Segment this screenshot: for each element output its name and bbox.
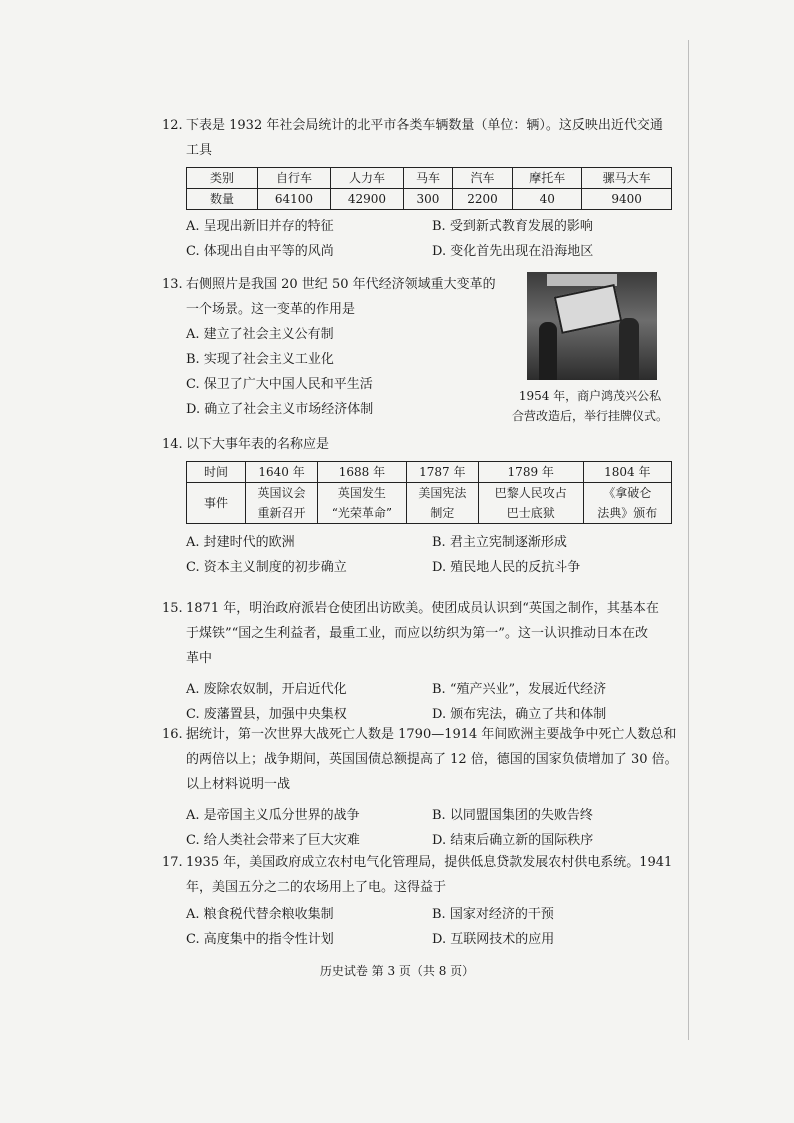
option-b[interactable]: B. 受到新式教育发展的影响 [432, 219, 593, 234]
question-12 [162, 113, 682, 264]
option-d[interactable]: D. 变化首先出现在沿海地区 [432, 244, 594, 259]
table-cell: 英国发生 “光荣革命” [318, 483, 407, 524]
option-d[interactable]: D. 殖民地人民的反抗斗争 [432, 560, 581, 575]
table-cell: 摩托车 [513, 168, 582, 189]
table-row [187, 168, 672, 189]
timeline-table [186, 461, 672, 524]
question-number: 13. [162, 277, 183, 292]
question-stem: 右侧照片是我国 20 世纪 50 年代经济领域重大变革的 [186, 277, 496, 292]
question-number: 12. [162, 118, 183, 133]
option-b[interactable]: B. “殖产兴业”，发展近代经济 [432, 682, 607, 697]
table-cell: 300 [403, 189, 452, 210]
option-c[interactable]: C. 资本主义制度的初步确立 [186, 560, 347, 575]
table-row [187, 189, 672, 210]
option-c[interactable]: C. 体现出自由平等的风尚 [186, 244, 334, 259]
option-d[interactable]: D. 确立了社会主义市场经济体制 [186, 402, 374, 417]
table-cell: 时间 [187, 462, 246, 483]
question-16 [162, 722, 682, 853]
option-a[interactable]: A. 废除农奴制，开启近代化 [186, 682, 347, 697]
page-footer: 历史试卷 第 3 页（共 8 页） [319, 964, 475, 978]
question-stem: 据统计，第一次世界大战死亡人数是 1790—1914 年间欧洲主要战争中死亡人数总和 [186, 727, 677, 742]
option-a[interactable]: A. 封建时代的欧洲 [186, 535, 295, 550]
table-cell: 人力车 [330, 168, 403, 189]
question-stem: 以下大事年表的名称应是 [186, 437, 330, 452]
table-cell: 美国宪法 制定 [406, 483, 478, 524]
table-cell: 骡马大车 [582, 168, 672, 189]
option-a[interactable]: A. 建立了社会主义公有制 [186, 327, 334, 342]
historical-photo [527, 272, 657, 380]
question-stem: 于煤铁”“国之生利益者，最重工业，而应以纺织为第一”。这一认识推动日本在改 [186, 626, 648, 641]
table-cell: 1640 年 [246, 462, 318, 483]
table-row [187, 483, 672, 524]
option-c[interactable]: C. 保卫了广大中国人民和平生活 [186, 377, 373, 392]
table-cell: 《拿破仑 法典》颁布 [583, 483, 671, 524]
option-a[interactable]: A. 是帝国主义瓜分世界的战争 [186, 808, 360, 823]
question-stem: 1871 年，明治政府派岩仓使团出访欧美。使团成员认识到“英国之制作，其基本在 [186, 601, 659, 616]
table-cell: 自行车 [258, 168, 331, 189]
question-14 [162, 432, 682, 580]
table-cell: 2200 [453, 189, 513, 210]
question-stem: 下表是 1932 年社会局统计的北平市各类车辆数量（单位：辆）。这反映出近代交通 [186, 118, 663, 133]
question-number: 16. [162, 727, 183, 742]
table-cell: 9400 [582, 189, 672, 210]
question-15 [162, 596, 682, 727]
question-stem: 一个场景。这一变革的作用是 [186, 302, 356, 317]
table-cell: 1804 年 [583, 462, 671, 483]
table-cell: 64100 [258, 189, 331, 210]
option-c[interactable]: C. 高度集中的指令性计划 [186, 932, 334, 947]
option-b[interactable]: B. 国家对经济的干预 [432, 907, 554, 922]
table-cell: 巴黎人民攻占 巴士底狱 [478, 483, 583, 524]
historical-photo-block [505, 272, 675, 426]
question-number: 14. [162, 437, 183, 452]
question-13 [162, 272, 496, 422]
table-cell: 1688 年 [318, 462, 407, 483]
table-cell: 类别 [187, 168, 258, 189]
table-cell: 数量 [187, 189, 258, 210]
table-cell: 马车 [403, 168, 452, 189]
option-a[interactable]: A. 呈现出新旧并存的特征 [186, 219, 334, 234]
table-cell: 1789 年 [478, 462, 583, 483]
question-number: 17. [162, 855, 183, 870]
photo-caption: 1954 年，商户鸿茂兴公私 合营改造后，举行挂牌仪式。 [511, 389, 668, 423]
table-cell: 汽车 [453, 168, 513, 189]
option-b[interactable]: B. 以同盟国集团的失败告终 [432, 808, 593, 823]
question-stem: 年，美国五分之二的农场用上了电。这得益于 [186, 880, 447, 895]
table-cell: 英国议会 重新召开 [246, 483, 318, 524]
question-number: 15. [162, 601, 183, 616]
option-c[interactable]: C. 给人类社会带来了巨大灾难 [186, 833, 360, 848]
option-b[interactable]: B. 君主立宪制逐渐形成 [432, 535, 567, 550]
question-17 [162, 850, 682, 952]
question-stem: 工具 [186, 143, 213, 158]
question-stem: 革中 [186, 651, 213, 666]
table-cell: 1787 年 [406, 462, 478, 483]
option-c[interactable]: C. 废藩置县，加强中央集权 [186, 707, 347, 722]
option-d[interactable]: D. 结束后确立新的国际秩序 [432, 833, 594, 848]
table-cell: 42900 [330, 189, 403, 210]
question-stem: 的两倍以上；战争期间，英国国债总额提高了 12 倍，德国的国家负债增加了 30 倍。 [186, 752, 678, 767]
page-edge-line [688, 40, 689, 1040]
question-stem: 1935 年，美国政府成立农村电气化管理局，提供低息贷款发展农村供电系统。1941 [186, 855, 673, 870]
question-stem: 以上材料说明一战 [186, 777, 291, 792]
table-cell: 事件 [187, 483, 246, 524]
option-b[interactable]: B. 实现了社会主义工业化 [186, 352, 334, 367]
vehicle-table [186, 167, 672, 210]
option-d[interactable]: D. 颁布宪法，确立了共和体制 [432, 707, 607, 722]
table-row [187, 462, 672, 483]
option-d[interactable]: D. 互联网技术的应用 [432, 932, 555, 947]
option-a[interactable]: A. 粮食税代替余粮收集制 [186, 907, 334, 922]
table-cell: 40 [513, 189, 582, 210]
